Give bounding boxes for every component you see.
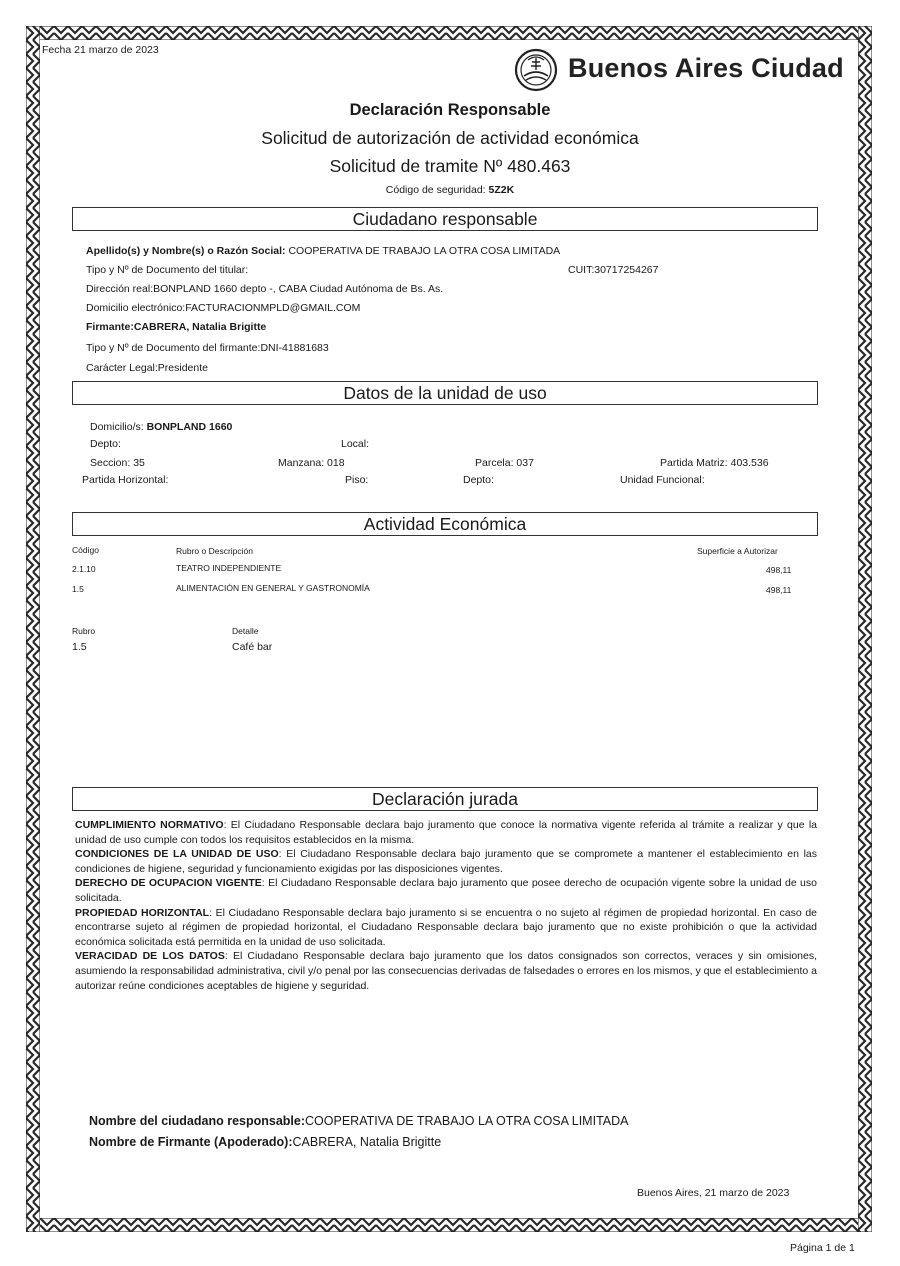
unidad-partida-horizontal: Partida Horizontal: bbox=[82, 474, 169, 486]
caracter-legal: Carácter Legal:Presidente bbox=[86, 362, 208, 374]
unidad-funcional: Unidad Funcional: bbox=[620, 474, 705, 486]
unidad-depto-2: Depto: bbox=[463, 474, 494, 486]
city-seal-icon bbox=[512, 40, 560, 100]
section-ciudadano-title: Ciudadano responsable bbox=[72, 207, 818, 231]
col-header-superficie: Superficie a Autorizar bbox=[697, 546, 778, 556]
logo-text: Buenos Aires Ciudad bbox=[568, 53, 844, 83]
actividad-row-descripcion: TEATRO INDEPENDIENTE bbox=[176, 563, 282, 573]
domicilio-label: Domicilio/s: bbox=[90, 421, 147, 433]
unidad-manzana: Manzana: 018 bbox=[278, 457, 345, 469]
decorative-border-bottom bbox=[26, 1218, 872, 1232]
section-unidad-title: Datos de la unidad de uso bbox=[72, 381, 818, 405]
declaracion-text bbox=[75, 818, 817, 993]
declaracion-body: : El Ciudadano Responsable declara bajo juramento que conoce la normativa vigente referida al trámite a realizar y que la unidad de uso cumple con todos los requisitos establecidos en la misma. bbox=[75, 819, 818, 846]
actividad-row-superficie: 498,11 bbox=[766, 585, 792, 595]
security-code-label: Código de seguridad: bbox=[385, 184, 489, 196]
nombre-ciudadano-line bbox=[89, 1114, 628, 1128]
declaracion-body: : El Ciudadano Responsable declara bajo juramento que posee derecho de ocupación vigente sobre la unidad de uso solicitada. bbox=[75, 877, 817, 904]
cuit: CUIT:30717254267 bbox=[568, 264, 659, 276]
page-number: Página 1 de 1 bbox=[790, 1242, 855, 1254]
section-actividad-title: Actividad Económica bbox=[72, 512, 818, 536]
declaracion-body: : El Ciudadano Responsable declara bajo juramento que los datos consignados son correctos, veraces y sin omisiones, asumiendo la responsabilidad administrativa, civil y/o penal por las consecuencias derivadas de falsedades o errores en los mismos, y que el establecimiento a autorizar reúne condiciones aceptables de higiene y seguridad. bbox=[75, 950, 818, 992]
nombre-ciudadano-value: COOPERATIVA DE TRABAJO LA OTRA COSA LIMITADA bbox=[305, 1114, 629, 1128]
declaracion-label: DERECHO DE OCUPACION VIGENTE bbox=[75, 877, 262, 890]
declaracion-paragraph bbox=[75, 876, 817, 905]
tipo-doc-firmante: Tipo y Nº de Documento del firmante:DNI-41881683 bbox=[86, 342, 329, 354]
declaracion-paragraph bbox=[75, 847, 817, 876]
document-title: Declaración Responsable bbox=[349, 101, 551, 119]
security-code-value: 5Z2K bbox=[488, 184, 515, 196]
unidad-parcela: Parcela: 037 bbox=[475, 457, 534, 469]
decorative-border-right bbox=[858, 26, 872, 1232]
firmante: Firmante:CABRERA, Natalia Brigitte bbox=[86, 321, 267, 333]
razon-social-line bbox=[86, 245, 560, 257]
razon-social-value: COOPERATIVA DE TRABAJO LA OTRA COSA LIMITADA bbox=[288, 245, 561, 257]
declaracion-label: PROPIEDAD HORIZONTAL bbox=[75, 906, 210, 919]
lugar-fecha: Buenos Aires, 21 marzo de 2023 bbox=[637, 1187, 790, 1199]
unidad-partida-matriz: Partida Matriz: 403.536 bbox=[660, 457, 769, 469]
col-header-rubro: Rubro o Descripción bbox=[176, 546, 254, 556]
nombre-firmante-line bbox=[89, 1135, 441, 1149]
declaracion-paragraph bbox=[75, 818, 817, 847]
unidad-depto: Depto: bbox=[90, 438, 121, 450]
unidad-piso: Piso: bbox=[345, 474, 369, 486]
section-declaracion-title: Declaración jurada bbox=[72, 787, 818, 811]
detail-header-rubro: Rubro bbox=[72, 626, 96, 636]
detail-row-detalle: Café bar bbox=[232, 641, 273, 653]
col-header-codigo: Código bbox=[72, 545, 99, 555]
nombre-ciudadano-label: Nombre del ciudadano responsable: bbox=[89, 1114, 306, 1128]
declaracion-paragraph bbox=[75, 906, 817, 950]
detail-header-detalle: Detalle bbox=[232, 626, 259, 636]
detail-row-rubro: 1.5 bbox=[72, 641, 87, 653]
tipo-doc-titular: Tipo y Nº de Documento del titular: bbox=[86, 264, 249, 276]
nombre-firmante-value: CABRERA, Natalia Brigitte bbox=[292, 1135, 442, 1149]
razon-social-label: Apellido(s) y Nombre(s) o Razón Social: bbox=[86, 245, 289, 257]
document-date: Fecha 21 marzo de 2023 bbox=[42, 44, 159, 56]
actividad-row-descripcion: ALIMENTACIÓN EN GENERAL Y GASTRONOMÍA bbox=[176, 583, 370, 593]
domicilio-line bbox=[90, 421, 232, 433]
domicilio-value: BONPLAND 1660 bbox=[146, 421, 233, 433]
actividad-row-codigo: 2.1.10 bbox=[72, 564, 96, 574]
domicilio-electronico: Domicilio electrónico:FACTURACIONMPLD@GMAIL.COM bbox=[86, 302, 361, 314]
declaracion-paragraph bbox=[75, 949, 817, 993]
declaracion-body: : El Ciudadano Responsable declara bajo juramento que se compromete a mantener el establecimiento en las condiciones de higiene, seguridad y funcionamiento exigidas por las disposiciones vigentes. bbox=[75, 848, 817, 875]
tramite-number: Solicitud de tramite Nº 480.463 bbox=[329, 156, 571, 176]
document-subtitle: Solicitud de autorización de actividad económica bbox=[261, 128, 639, 148]
declaracion-label: CONDICIONES DE LA UNIDAD DE USO bbox=[75, 848, 279, 861]
decorative-border-left bbox=[26, 26, 40, 1232]
actividad-row-superficie: 498,11 bbox=[766, 565, 792, 575]
decorative-border-top bbox=[26, 26, 872, 40]
direccion-real: Dirección real:BONPLAND 1660 depto -, CABA Ciudad Autónoma de Bs. As. bbox=[86, 283, 444, 295]
nombre-firmante-label: Nombre de Firmante (Apoderado): bbox=[89, 1135, 293, 1149]
unidad-local: Local: bbox=[341, 438, 370, 450]
declaracion-label: VERACIDAD DE LOS DATOS bbox=[75, 950, 225, 963]
security-code-line bbox=[0, 184, 900, 196]
declaracion-label: CUMPLIMIENTO NORMATIVO bbox=[75, 819, 224, 831]
actividad-row-codigo: 1.5 bbox=[72, 584, 84, 594]
unidad-seccion: Seccion: 35 bbox=[90, 457, 145, 469]
declaracion-body: : El Ciudadano Responsable declara bajo juramento si se encuentra o no sujeto al régimen de propiedad horizontal. En caso de encontrarse sujeto al régimen de propiedad horizontal, el Ciudadano Responsable declara bajo juramento que no existe prohibición o que la actividad económica solicitada está permitida en la unidad de uso solicitada. bbox=[75, 906, 817, 948]
